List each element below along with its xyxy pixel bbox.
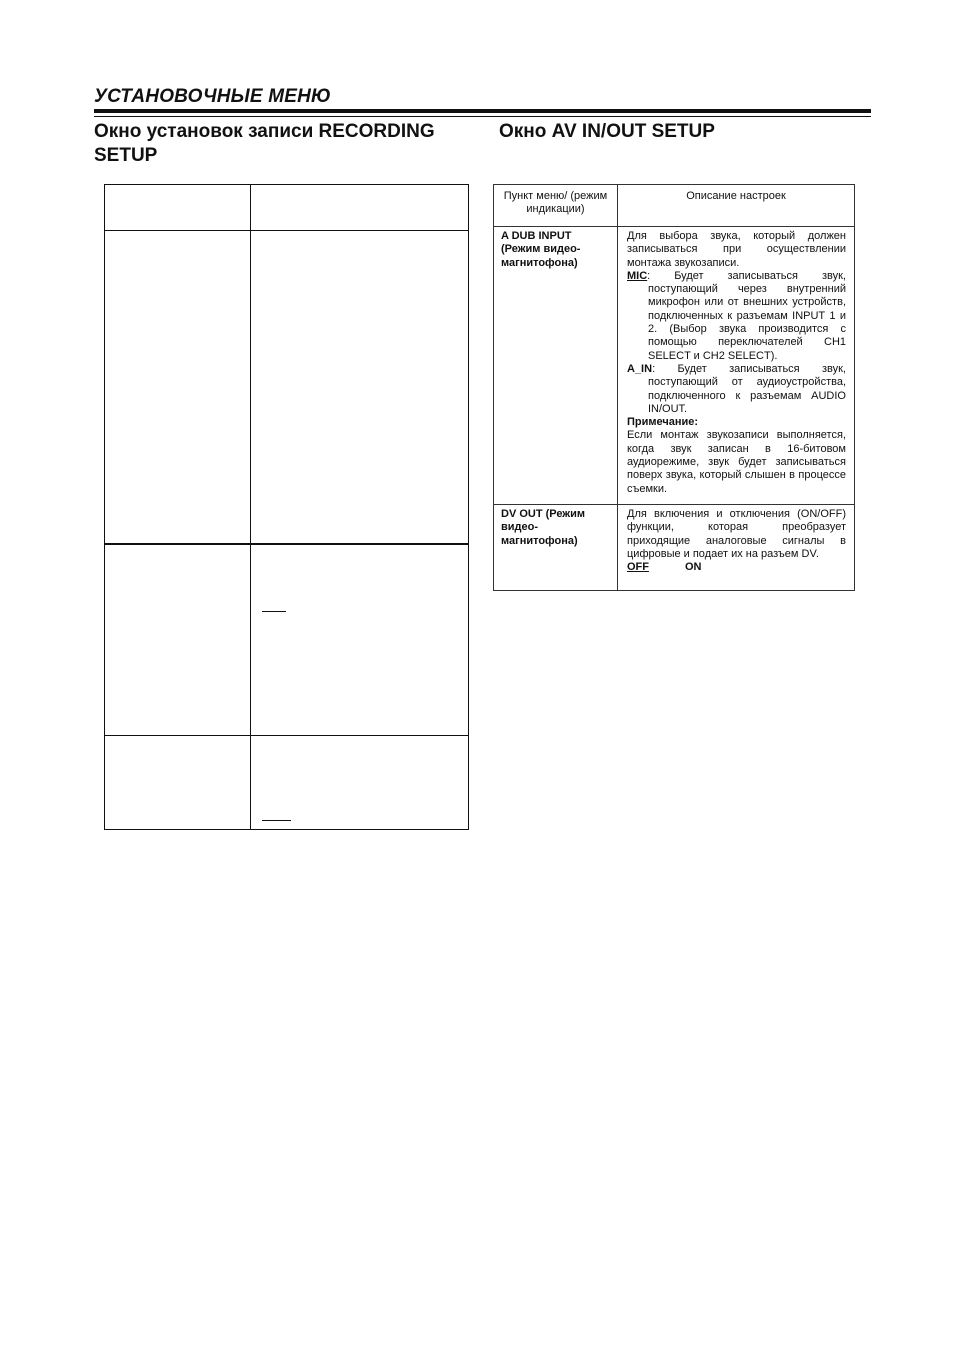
table-column-divider (250, 185, 251, 829)
note-text: Если монтаж звукозаписи выполняется, когда звук записан в 16-битовом аудиорежиме, звук будет записываться поверх звука, который слышен в процессе съемки. (627, 429, 846, 495)
item-a-dub-input: A DUB INPUT (Режим видео-магнитофона) (494, 227, 618, 505)
option-label: MIC (627, 269, 648, 282)
intro-text: Для выбора звука, который должен записываться при осуществлении монтажа звукозаписи. (627, 230, 846, 269)
description-dv-out (618, 505, 855, 591)
table-row-divider (105, 543, 468, 545)
underline-mark (262, 611, 286, 612)
option-off: OFF (627, 561, 649, 574)
option-mic (627, 270, 846, 363)
option-text: : Будет записываться звук, поступающий через внутренний микрофон или от внешних устройств, подключенных к разъемам INPUT 1 и 2. (Выбор звука производится с помощью переключателей CH1 SELECT и CH2 SELECT). (647, 269, 846, 362)
option-on: ON (685, 561, 702, 574)
av-setup-table (493, 184, 855, 591)
header-rule-thick (94, 109, 871, 113)
option-label: A_IN (627, 362, 653, 375)
option-text: : Будет записываться звук, поступающий от аудиоустройства, подключенного к разъемам AUDIO IN/OUT. (648, 362, 846, 415)
underline-mark (262, 820, 291, 821)
item-dv-out: DV OUT (Режим видео-магнитофона) (494, 505, 618, 591)
table-header-row (494, 185, 855, 227)
header-menu-item: Пункт меню/ (режим индикации) (494, 185, 618, 227)
recording-setup-heading: Окно установок записи RECORDING SETUP (94, 121, 435, 166)
option-a-in (627, 363, 846, 416)
description-a-dub-input (618, 227, 855, 505)
section-title: УСТАНОВОЧНЫЕ МЕНЮ (94, 86, 332, 107)
header-description: Описание настроек (618, 185, 855, 227)
options-line (627, 561, 846, 574)
table-row (494, 505, 855, 591)
note-label: Примечание: (627, 416, 699, 429)
av-setup-heading: Окно AV IN/OUT SETUP (499, 121, 715, 142)
table-row-divider (105, 230, 468, 231)
intro-text: Для включения и отключения (ON/OFF) функции, которая преобразует приходящие аналоговые сигналы в цифровые и подает их на разъем DV. (627, 508, 846, 560)
table-row (494, 227, 855, 505)
header-rule-thin (94, 116, 871, 117)
table-row-divider (105, 735, 468, 736)
recording-setup-table (104, 184, 469, 830)
